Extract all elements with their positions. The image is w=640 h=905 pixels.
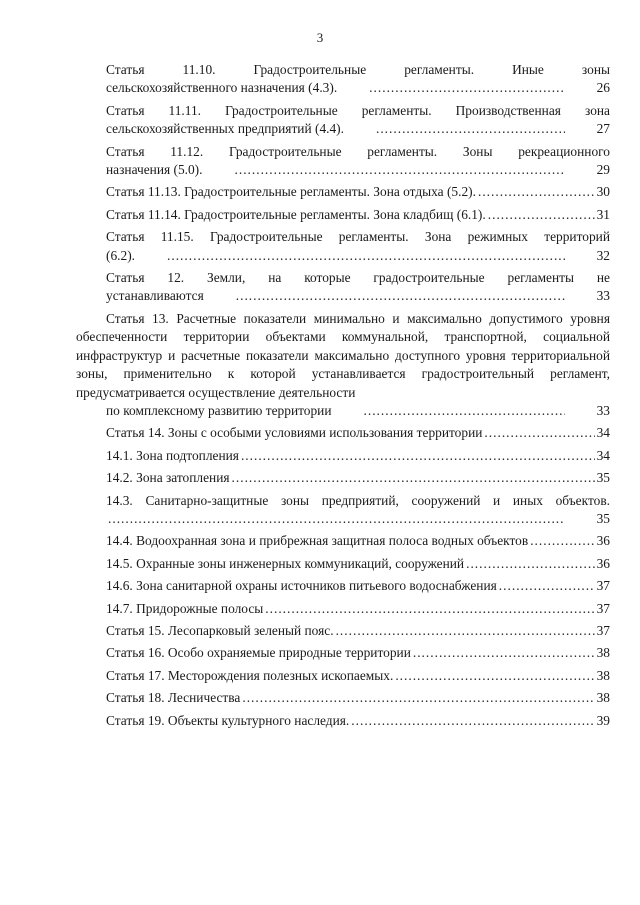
toc-entry[interactable] [76, 102, 610, 139]
toc-leader [488, 206, 595, 224]
toc-entry[interactable] [76, 228, 610, 265]
toc-entry[interactable] [76, 310, 610, 420]
toc-entry-page: 34 [596, 447, 610, 463]
toc-leader [241, 447, 595, 465]
toc-entry[interactable] [76, 61, 610, 98]
toc-entry-title: 14.5. Охранные зоны инженерных коммуникаций, сооружений [106, 555, 465, 571]
toc-leader [395, 667, 594, 685]
toc-entry-page: 30 [596, 184, 610, 200]
toc-entry-title-cont: (6.2). [106, 247, 136, 263]
toc-entry[interactable] [76, 143, 610, 180]
toc-entry-title: Статья 15. Лесопарковый зеленый пояс. [106, 622, 334, 638]
toc-leader [205, 161, 565, 179]
toc-entry-page: 29 [596, 162, 610, 178]
toc-entry-page: 37 [596, 578, 610, 594]
toc-entry-title: Статья 11.15. Градостроительные регламенты. Зона режимных территорий [106, 229, 610, 245]
toc-entry-title-cont: по комплексному развитию территории [106, 402, 332, 418]
toc-entry-title: Статья 16. Особо охраняемые природные территории [106, 645, 411, 661]
toc-leader [232, 469, 595, 487]
toc-entry-title: Статья 11.13. Градостроительные регламенты. Зона отдыха (5.2). [106, 184, 476, 200]
toc-entry-title: 14.2. Зона затопления [106, 470, 230, 486]
toc-entry-page: 37 [596, 622, 610, 638]
toc-leader [339, 79, 564, 97]
toc-entry-title: Статья 14. Зоны с особыми условиями использования территории [106, 425, 483, 441]
toc-entry-page: 34 [596, 425, 610, 441]
toc-entry[interactable] [76, 667, 610, 685]
toc-entry[interactable] [76, 622, 610, 640]
toc-entry[interactable] [76, 577, 610, 595]
toc-leader [351, 712, 594, 730]
toc-entry[interactable] [76, 424, 610, 442]
toc-entry[interactable] [76, 644, 610, 662]
toc-leader [530, 532, 594, 550]
table-of-contents [76, 61, 610, 730]
toc-entry-page: 36 [596, 555, 610, 571]
toc-entry-title: 14.1. Зона подтопления [106, 447, 239, 463]
toc-leader [242, 689, 594, 707]
toc-entry-title: Статья 17. Месторождения полезных ископаемых. [106, 667, 394, 683]
toc-entry-title-cont: сельскохозяйственных предприятий (4.4). [106, 121, 344, 137]
toc-leader [334, 402, 565, 420]
toc-entry[interactable] [76, 712, 610, 730]
toc-entry-page: 37 [596, 600, 610, 616]
toc-entry-title: 14.7. Придорожные полосы [106, 600, 264, 616]
toc-entry-title: Статья 12. Земли, на которые градостроительные регламенты не [106, 270, 610, 286]
toc-entry[interactable] [76, 689, 610, 707]
toc-entry-page: 33 [596, 402, 610, 418]
toc-entry-title: Статья 11.12. Градостроительные регламенты. Зоны рекреационного [106, 143, 610, 159]
toc-entry-title: Статья 19. Объекты культурного наследия. [106, 712, 350, 728]
toc-entry-page: 27 [596, 121, 610, 137]
toc-leader [466, 555, 595, 573]
toc-leader [478, 183, 595, 201]
toc-entry[interactable] [76, 555, 610, 573]
toc-entry[interactable] [76, 492, 610, 529]
toc-leader [346, 120, 565, 138]
toc-entry-page: 32 [596, 247, 610, 263]
toc-entry-page: 35 [596, 470, 610, 486]
toc-entry-page: 35 [596, 510, 610, 526]
toc-entry-title: Статья 11.11. Градостроительные регламенты. Производственная зона [106, 102, 610, 118]
toc-entry-title: 14.6. Зона санитарной охраны источников питьевого водоснабжения [106, 578, 497, 594]
toc-entry-title: Статья 11.10. Градостроительные регламенты. Иные зоны [106, 62, 610, 77]
toc-entry-title-cont: сельскохозяйственного назначения (4.3). [106, 80, 338, 96]
toc-entry-page: 38 [596, 667, 610, 683]
toc-entry-title: Статья 13. Расчетные показатели минимально и максимально допустимого уровня обеспеченности территории объектами коммунальной, транспортной, социальной инфраструктур и расчетные показатели максимально доступного уровня территориальной зоны, применительно к которой устанавливается градостроительный регламент, предусматривается осуществление деятельности [76, 310, 610, 400]
toc-entry-page: 36 [596, 533, 610, 549]
toc-leader [265, 600, 594, 618]
toc-leader [206, 287, 565, 305]
toc-entry[interactable] [76, 447, 610, 465]
toc-leader [336, 622, 595, 640]
toc-entry-page: 26 [596, 80, 610, 96]
toc-entry-title: 14.3. Санитарно-защитные зоны предприятий, сооружений и иных объектов. [106, 492, 610, 508]
toc-entry-page: 39 [596, 712, 610, 728]
page-number: 3 [316, 30, 324, 45]
toc-entry-page: 38 [596, 645, 610, 661]
toc-entry-title: Статья 11.14. Градостроительные регламенты. Зона кладбищ (6.1). [106, 206, 486, 222]
toc-leader [484, 424, 594, 442]
toc-entry-title-cont: назначения (5.0). [106, 162, 203, 178]
toc-leader [137, 247, 565, 265]
toc-leader [499, 577, 595, 595]
toc-entry-page: 38 [596, 690, 610, 706]
toc-entry[interactable] [76, 532, 610, 550]
toc-leader [78, 510, 565, 528]
toc-entry[interactable] [76, 600, 610, 618]
toc-entry[interactable] [76, 269, 610, 306]
toc-entry[interactable] [76, 469, 610, 487]
toc-entry-title: 14.4. Водоохранная зона и прибрежная защитная полоса водных объектов [106, 533, 529, 549]
toc-entry-page: 33 [596, 288, 610, 304]
toc-entry-title: Статья 18. Лесничества [106, 690, 241, 706]
toc-entry[interactable] [76, 183, 610, 201]
toc-entry-page: 31 [596, 206, 610, 222]
toc-leader [413, 644, 595, 662]
toc-entry-title-cont: устанавливаются [106, 288, 204, 304]
toc-entry[interactable] [76, 206, 610, 224]
